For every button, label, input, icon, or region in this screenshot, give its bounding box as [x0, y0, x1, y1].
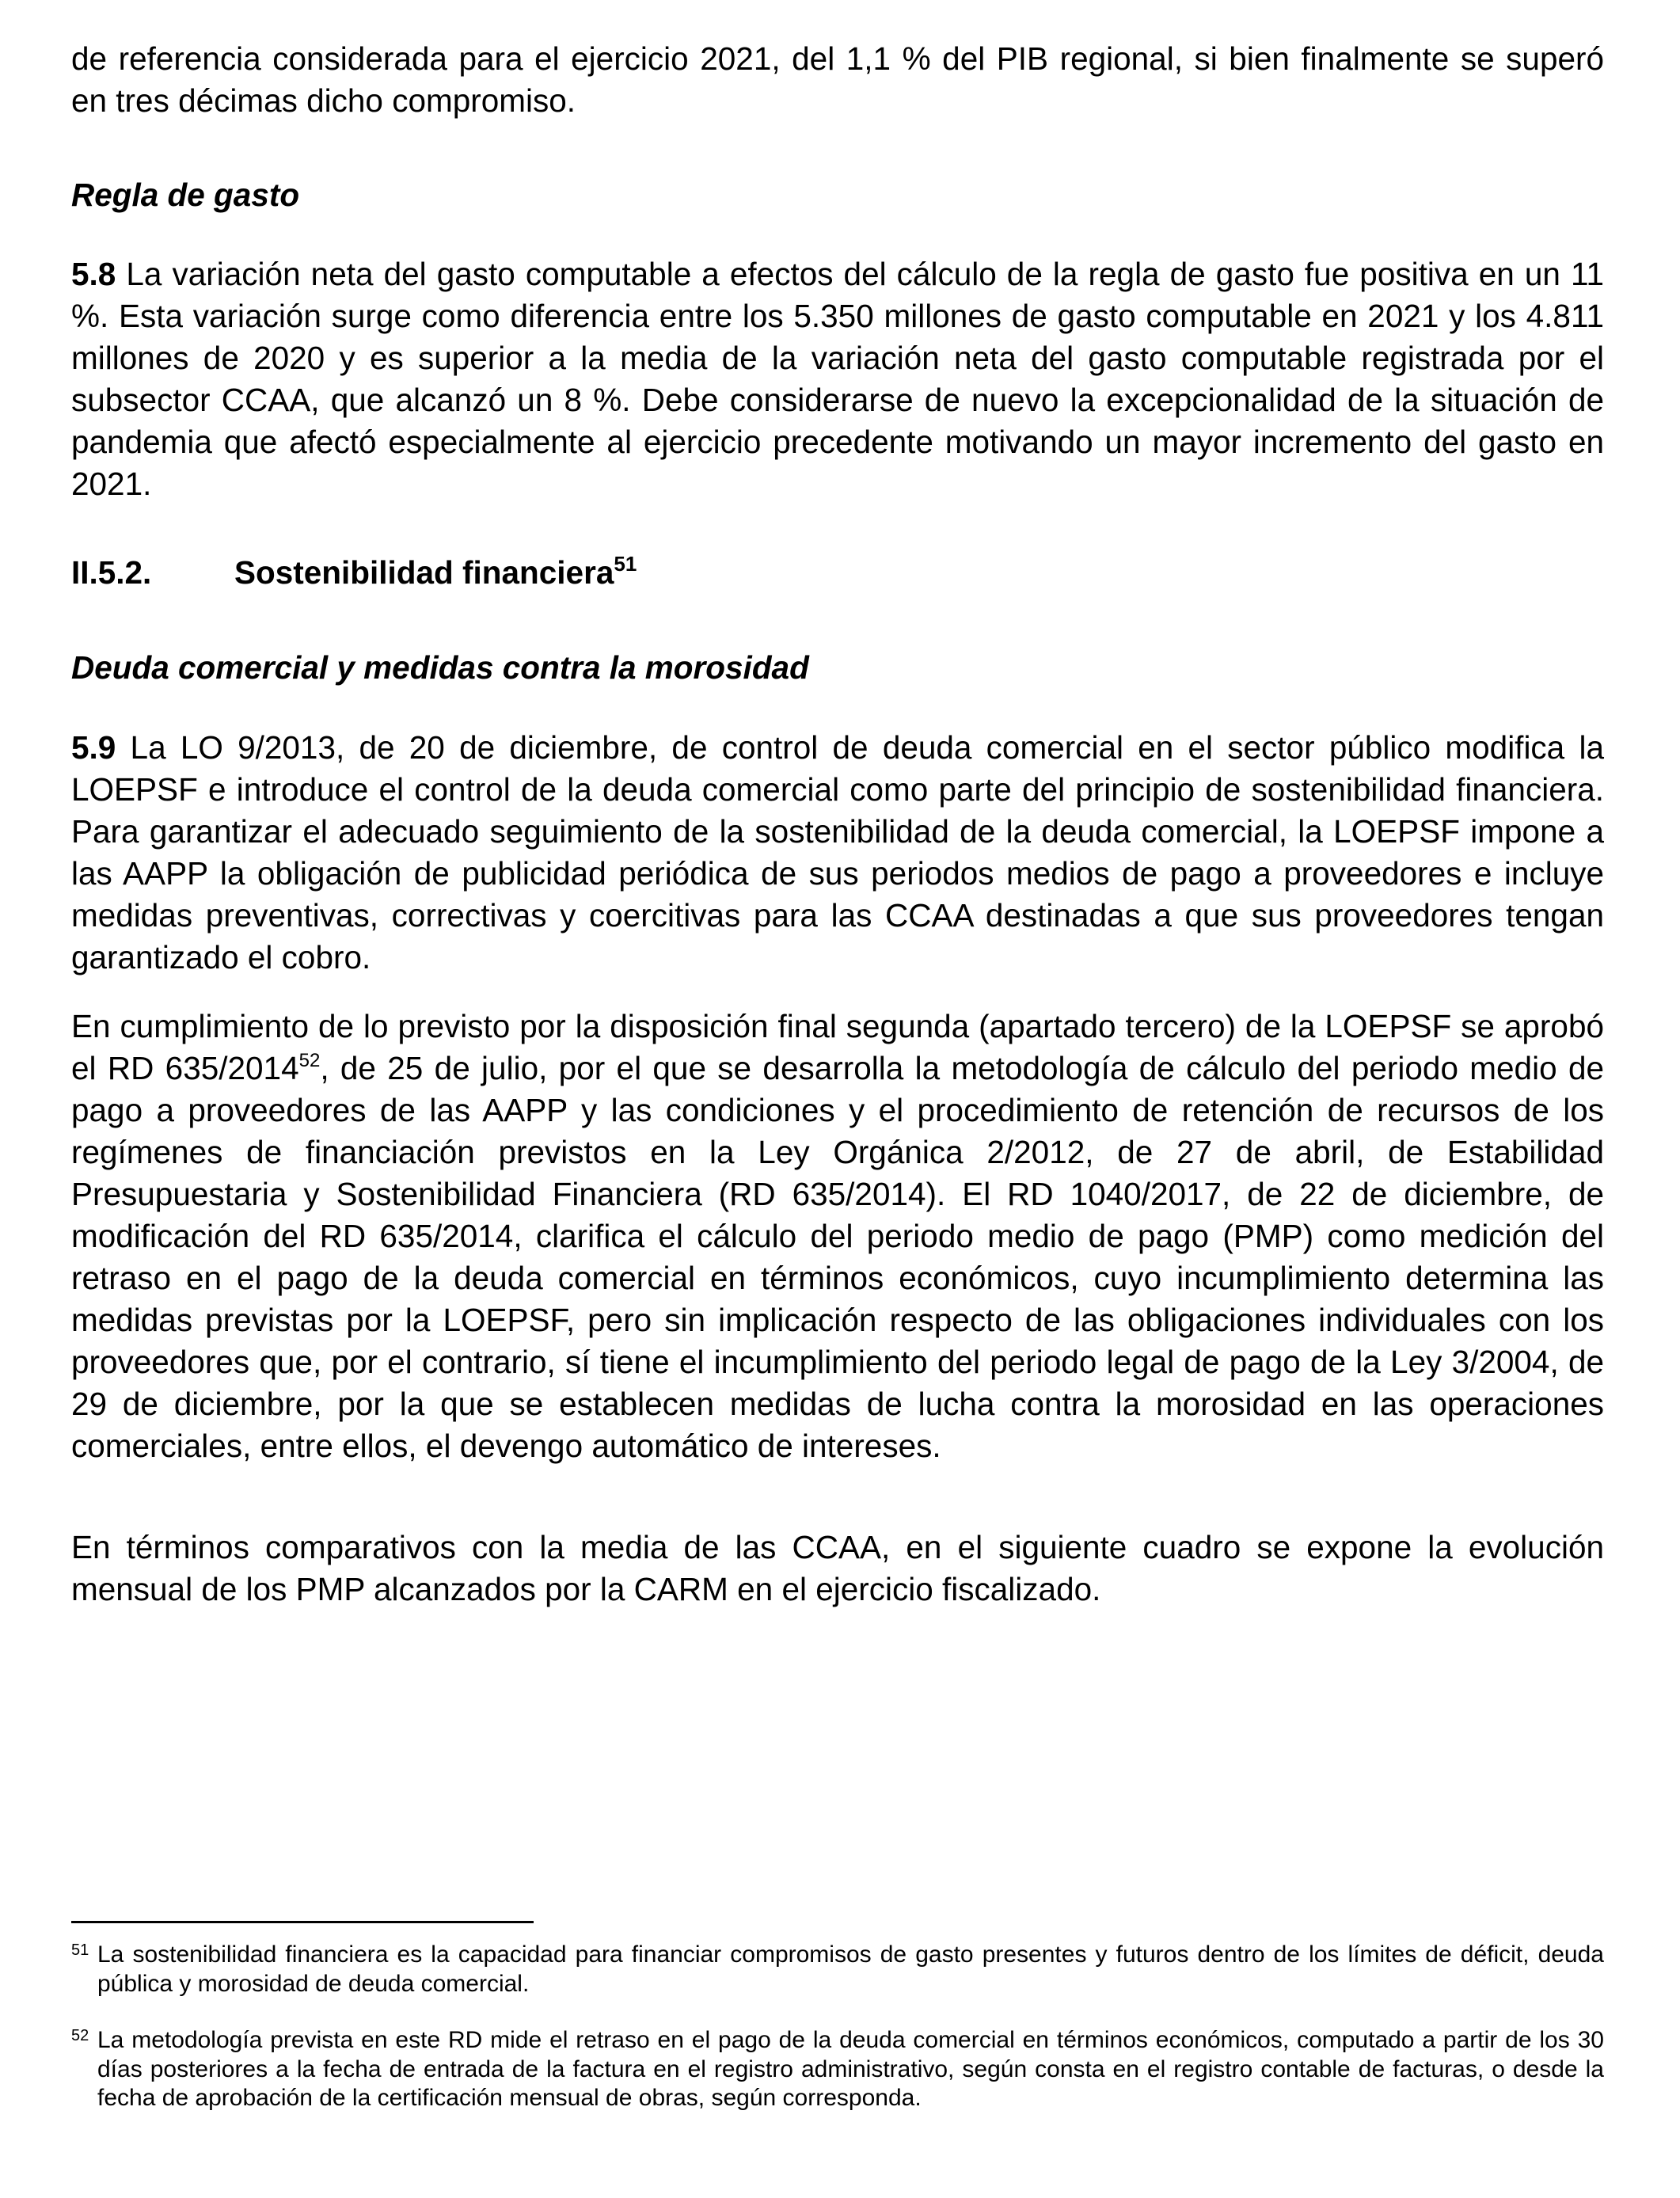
paragraph-compliance: [71, 1006, 1604, 1467]
footnote-ref-51[interactable]: 51: [614, 551, 637, 576]
footnote-text-52: La metodología prevista en este RD mide el retraso en el pago de la deuda comercial en términos económicos, computado a partir de los 30 días posteriores a la fecha de entrada de la factura en el registro administrativo, según consta en el registro contable de facturas, o desde la fecha de aprobación de la certificación mensual de obras, según corresponda.: [97, 2027, 1604, 2111]
footnote-51: [71, 1941, 1604, 1998]
paragraph-5-9-text: La LO 9/2013, de 20 de diciembre, de control de deuda comercial en el sector público modifica la LOEPSF e introduce el control de la deuda comercial como parte del principio de sostenibilidad financiera. Para garantizar el adecuado seguimiento de la sostenibilidad de la deuda comercial, la LOEPSF impone a las AAPP la obligación de publicidad periódica de sus periodos medios de pago a proveedores e incluye medidas preventivas, correctivas y coercitivas para las CCAA destinadas a que sus proveedores tengan garantizado el cobro.: [71, 729, 1604, 975]
section-heading-sostenibilidad: [71, 552, 637, 594]
footnote-text-51: La sostenibilidad financiera es la capacidad para financiar compromisos de gasto presentes y futuros dentro de los límites de déficit, deuda pública y morosidad de deuda comercial.: [97, 1941, 1604, 1997]
footnote-ref-52[interactable]: 52: [298, 1049, 321, 1071]
paragraph-number-5-9: 5.9: [71, 729, 131, 766]
footnote-mark-52: 52: [71, 2027, 89, 2044]
paragraph-comparative-text: En términos comparativos con la media de las CCAA, en el siguiente cuadro se expone la evolución mensual de los PMP alcanzados por la CARM en el ejercicio fiscalizado.: [71, 1529, 1604, 1607]
footnote-mark-51: 51: [71, 1941, 89, 1959]
intro-paragraph: [71, 38, 1604, 122]
paragraph-number-5-8: 5.8: [71, 256, 127, 292]
subheading-deuda-comercial: Deuda comercial y medidas contra la morosidad: [71, 649, 809, 686]
paragraph-compliance-text-a: En cumplimiento de lo previsto por la disposición final segunda (apartado tercero) de la LOEPSF se aprobó el RD 635/2014: [71, 1008, 1604, 1086]
paragraph-5-8: [71, 253, 1604, 505]
heading-regla-de-gasto: Regla de gasto: [71, 177, 300, 213]
footnote-separator: [71, 1921, 534, 1923]
section-number: II.5.2.: [71, 554, 152, 591]
paragraph-5-9: [71, 727, 1604, 979]
intro-paragraph-text: de referencia considerada para el ejercicio 2021, del 1,1 % del PIB regional, si bien finalmente se superó en tres décimas dicho compromiso.: [71, 40, 1604, 119]
section-title: Sostenibilidad financiera: [234, 554, 614, 591]
footnote-52: [71, 2026, 1604, 2113]
paragraph-5-8-text: La variación neta del gasto computable a efectos del cálculo de la regla de gasto fue positiva en un 11 %. Esta variación surge como diferencia entre los 5.350 millones de gasto computable en 2021 y los 4.811 millones de 2020 y es superior a la media de la variación neta del gasto computable registrada por el subsector CCAA, que alcanzó un 8 %. Debe considerarse de nuevo la excepcionalidad de la situación de pandemia que afectó especialmente al ejercicio precedente motivando un mayor incremento del gasto en 2021.: [71, 256, 1604, 502]
paragraph-compliance-text-b: , de 25 de julio, por el que se desarrolla la metodología de cálculo del periodo medio de pago a proveedores de las AAPP y las condiciones y el procedimiento de retención de recursos de los regímenes de financiación previstos en la Ley Orgánica 2/2012, de 27 de abril, de Estabilidad Presupuestaria y Sostenibilidad Financiera (RD 635/2014). El RD 1040/2017, de 22 de diciembre, de modificación del RD 635/2014, clarifica el cálculo del periodo medio de pago (PMP) como medición del retraso en el pago de la deuda comercial en términos económicos, cuyo incumplimiento determina las medidas previstas por la LOEPSF, pero sin implicación respecto de las obligaciones individuales con los proveedores que, por el contrario, sí tiene el incumplimiento del periodo legal de pago de la Ley 3/2004, de 29 de diciembre, por la que se establecen medidas de lucha contra la morosidad en las operaciones comerciales, entre ellos, el devengo automático de intereses.: [71, 1050, 1604, 1464]
paragraph-comparative: [71, 1527, 1604, 1610]
